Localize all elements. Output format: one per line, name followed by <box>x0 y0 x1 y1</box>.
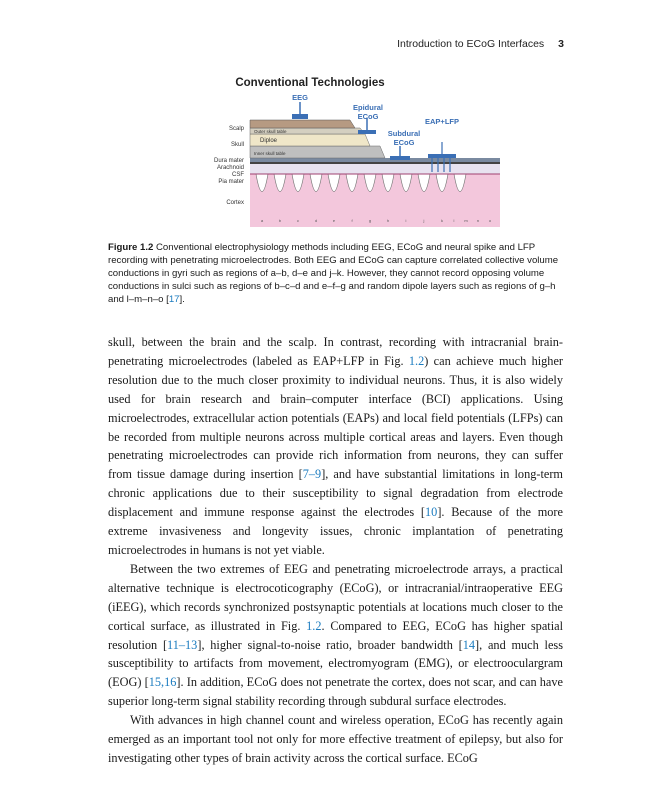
running-title: Introduction to ECoG Interfaces <box>397 38 545 50</box>
label-epidural-ecog: ECoG <box>357 112 379 121</box>
figure-caption <box>108 241 564 306</box>
figure-ref-link[interactable]: 1.2 <box>306 618 322 633</box>
caption-text: Conventional electrophysiology methods including EEG, ECoG and neural spike and LFP recording with penetrating microelectrodes. Both EEG and ECoG can capture correlated collective volume conductions in gyri such as regions of a–b, d–e and j–k. However, they cannot record opposing volume conductions in sulci such as regions of b–c–d and e–f–g and random dipole layers such as regions of g–h and l–m–n–o [ <box>108 242 559 306</box>
citation-link[interactable]: 7–9 <box>302 467 322 482</box>
running-header <box>397 38 564 50</box>
paragraph-1 <box>108 333 563 560</box>
text-run: ], higher signal-to-noise ratio, broader bandwidth [ <box>197 637 463 652</box>
letter-d: d <box>314 218 318 223</box>
letter-g: g <box>368 218 372 223</box>
text-run: ]. In addition, ECoG does not penetrate the cortex, does not scar, and can have superior long-term signal stability recording through subdural surface electrodes. <box>108 675 563 709</box>
label-eeg: EEG <box>292 93 308 102</box>
dura-layer <box>250 158 500 162</box>
citation-link[interactable]: 14 <box>462 637 476 652</box>
caption-citation[interactable]: 17 <box>168 294 180 306</box>
caption-label: Figure 1.2 <box>108 242 154 253</box>
letter-m: m <box>464 218 468 223</box>
label-csf: CSF <box>232 172 244 178</box>
letter-l: l <box>453 218 455 223</box>
letter-f: f <box>351 218 353 223</box>
text-run: ) can achieve much higher resolution due to the much closer proximity to individual neurons. Thus, it is also widely used for brain research and brain–computer interface (BCI) applications. Using microelectrodes, extracellular action potentials (EAPs) and local field potentials (LFPs) can be recorded from multiple neurons across multiple cortical areas and layers. Even though penetrating microelectrodes can provide rich information from neurons, they can suffer from tissue damage during insertion [ <box>108 353 563 482</box>
label-scalp: Scalp <box>228 126 244 132</box>
text-run: ]. Because of the more extreme invasiveness and longevity issues, chronic implantation of penetrating microelectrodes in humans is not yet viable. <box>108 505 563 557</box>
letter-e: e <box>332 218 336 223</box>
letter-h: h <box>386 218 390 223</box>
letter-a: a <box>260 218 264 223</box>
label-arachnoid: Arachnoid <box>216 165 244 171</box>
label-diploe: Diploe <box>260 138 278 144</box>
arachnoid-layer <box>250 162 500 164</box>
page-number: 3 <box>558 38 564 50</box>
label-outer-table: Outer skull table <box>254 129 287 134</box>
body-text <box>108 333 563 768</box>
citation-link[interactable]: 11–13 <box>167 637 198 652</box>
figure-title: Conventional Technologies <box>235 77 385 89</box>
letter-n: n <box>476 218 480 223</box>
paragraph-2 <box>108 560 563 711</box>
label-pia: Pia mater <box>218 179 244 185</box>
letter-i: i <box>405 218 407 223</box>
label-dura: Dura mater <box>213 158 244 164</box>
label-epidural: Epidural <box>352 103 384 112</box>
paragraph-3 <box>108 711 563 768</box>
scalp-layer <box>250 120 355 128</box>
letter-k: k <box>441 218 443 223</box>
figure-diagram <box>190 72 500 232</box>
letter-j: j <box>423 218 425 223</box>
text-run: ], and have substantial limitations in long-term chronic applications due to their susceptibility to signal degradation from electrode displacement and immune response against the electrodes [ <box>108 467 563 520</box>
label-subdural: Subdural <box>387 129 421 138</box>
letter-c: c <box>297 218 299 223</box>
csf-layer <box>250 164 500 174</box>
text-run: ], and much less susceptibility to artifacts from movement, electromyogram (EMG), or electrooculargram (EOG) [ <box>108 637 563 690</box>
label-eap-lfp: EAP+LFP <box>425 117 459 126</box>
eeg-electrode <box>292 102 308 119</box>
figure-conventional-technologies <box>190 72 500 232</box>
caption-text-end: ]. <box>179 294 185 306</box>
letter-o: o <box>488 218 492 223</box>
citation-link[interactable]: 15,16 <box>148 675 177 690</box>
subdural-electrode <box>390 146 410 160</box>
label-skull: Skull <box>230 142 244 148</box>
text-run: With advances in high channel count and wireless operation, ECoG has recently again emerged as an important tool not only for more effective treatment of epilepsy, but also for investigating other types of brain activity across the cortical surface. ECoG <box>108 713 563 765</box>
text-run: . Compared to EEG, ECoG has higher spatial resolution [ <box>108 618 563 652</box>
label-cortex: Cortex <box>226 200 244 206</box>
figure-ref-link[interactable]: 1.2 <box>408 353 425 368</box>
label-subdural-ecog: ECoG <box>393 138 415 147</box>
text-run: skull, between the brain and the scalp. In contrast, recording with intracranial brain-penetrating microelectrodes (labeled as EAP+LFP in Fig. <box>108 335 563 368</box>
text-run: Between the two extremes of EEG and penetrating microelectrode arrays, a practical alternative technique is electrocoticography (ECoG), or intracranial/intraoperative EEG (iEEG), which records synchronized postsynaptic potentials at locations much closer to the cortical surface, as illustrated in Fig. <box>108 561 563 633</box>
label-inner-table: Inner skull table <box>254 151 286 156</box>
citation-link[interactable]: 10 <box>425 505 438 520</box>
letter-b: b <box>278 218 282 223</box>
